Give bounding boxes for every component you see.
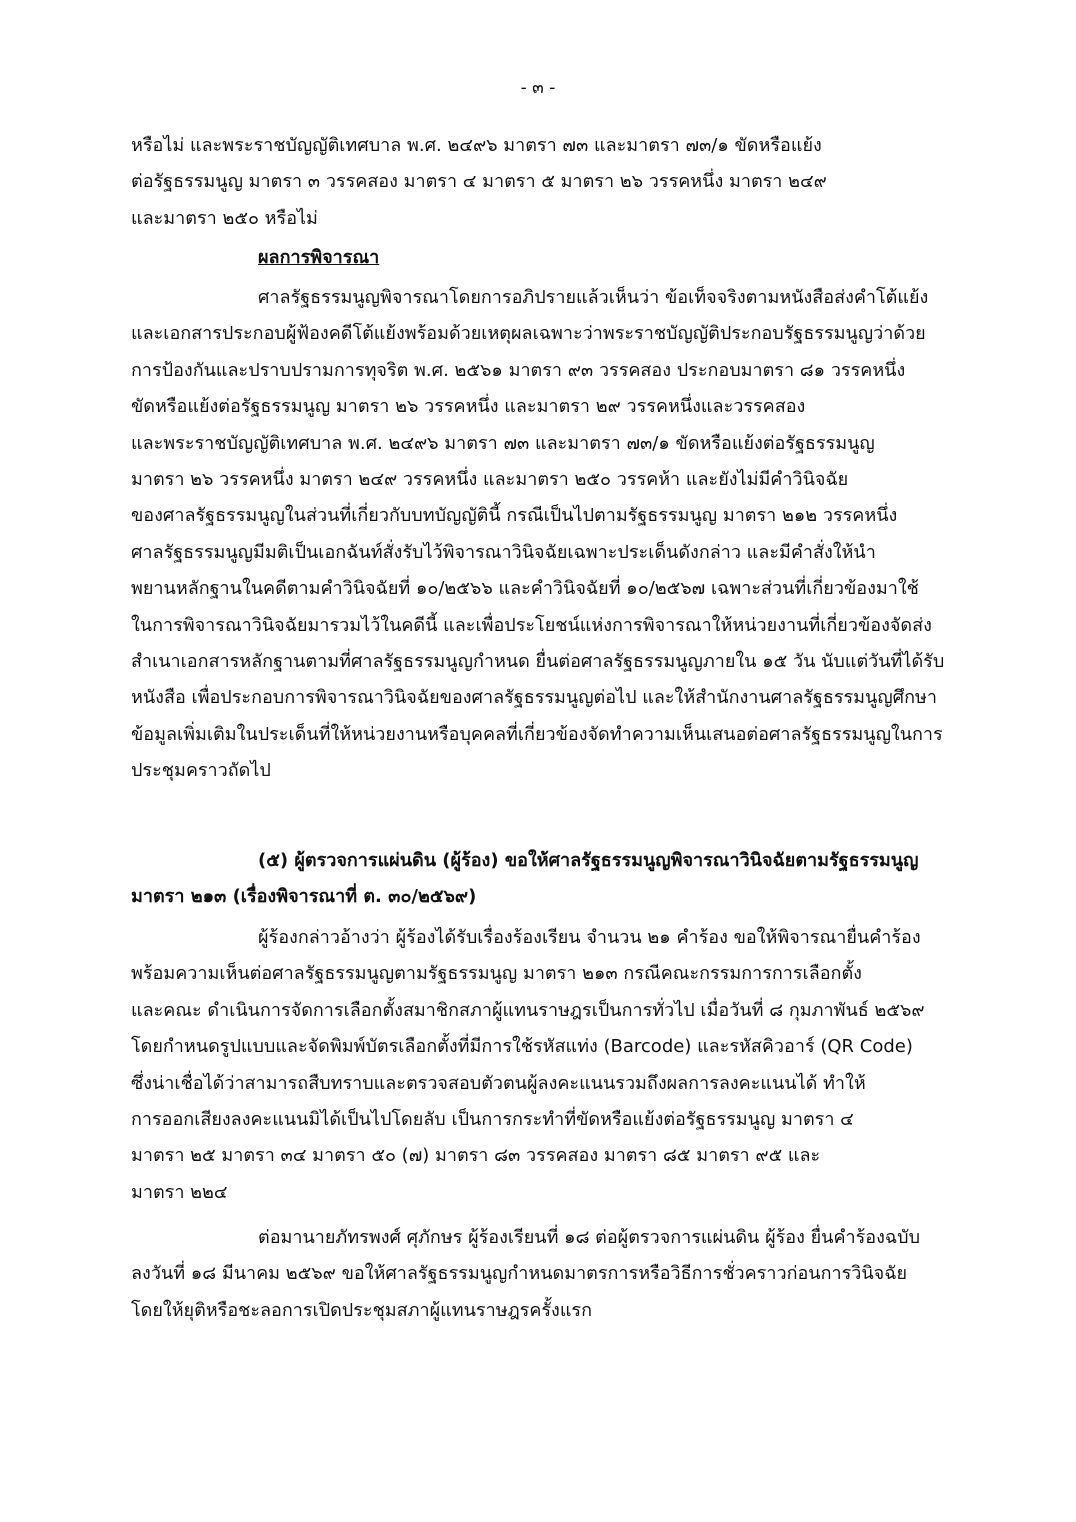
claim-line: และคณะ ดำเนินการจัดการเลือกตั้งสมาชิกสภาผู้แทนราษฎรเป็นการทั่วไป เมื่อวันที่ ๘ กุมภาพันธ์ ๒๕๖๙: [131, 999, 925, 1021]
result-line: ศาลรัฐธรรมนูญพิจารณาโดยการอภิปรายแล้วเห็นว่า ข้อเท็จจริงตามหนังสือส่งคำโต้แย้ง: [258, 287, 929, 308]
result-line: หนังสือ เพื่อประกอบการพิจารณาวินิจฉัยของศาลรัฐธรรมนูญต่อไป และให้สำนักงานศาลรัฐธรรมนูญศึกษา: [131, 687, 937, 709]
result-line: และพระราชบัญญัติเทศบาล พ.ศ. ๒๔๙๖ มาตรา ๗๓ และมาตรา ๗๓/๑ ขัดหรือแย้งต่อรัฐธรรมนูญ: [131, 432, 875, 454]
result-line: ข้อมูลเพิ่มเติมในประเด็นที่ให้หน่วยงานหรือบุคคลที่เกี่ยวข้องจัดทำความเห็นเสนอต่อศาลรัฐธรรมนูญในการ: [131, 723, 943, 745]
result-line: ขัดหรือแย้งต่อรัฐธรรมนูญ มาตรา ๒๖ วรรคหนึ่ง และมาตรา ๒๙ วรรคหนึ่งและวรรคสอง: [131, 396, 806, 418]
intro-line: และมาตรา ๒๕๐ หรือไม่: [131, 207, 318, 229]
followup-line: โดยให้ยุติหรือชะลอการเปิดประชุมสภาผู้แทนราษฎรครั้งแรก: [131, 1299, 592, 1321]
result-line: ประชุมคราวถัดไป: [131, 760, 271, 782]
case5-title-line: (๕) ผู้ตรวจการแผ่นดิน (ผู้ร้อง) ขอให้ศาลรัฐธรรมนูญพิจารณาวินิจฉัยตามรัฐธรรมนูญ: [258, 850, 919, 871]
intro-line: หรือไม่ และพระราชบัญญัติเทศบาล พ.ศ. ๒๔๙๖ มาตรา ๗๓ และมาตรา ๗๓/๑ ขัดหรือแย้ง: [131, 135, 822, 156]
followup-line: ลงวันที่ ๑๘ มีนาคม ๒๕๖๙ ขอให้ศาลรัฐธรรมนูญกำหนดมาตรการหรือวิธีการชั่วคราวก่อนการวินิจฉัย: [131, 1263, 908, 1285]
result-paragraph: [131, 280, 947, 789]
result-line: การป้องกันและปราบปรามการทุจริต พ.ศ. ๒๕๖๑ มาตรา ๙๓ วรรคสอง ประกอบมาตรา ๘๑ วรรคหนึ่ง: [131, 359, 906, 381]
intro-paragraph: [131, 128, 947, 237]
claim-line: มาตรา ๒๒๔: [131, 1181, 228, 1203]
page-number: - ๓ -: [520, 78, 556, 98]
case5-claim-paragraph: [131, 920, 947, 1211]
case5-title-line: มาตรา ๒๑๓ (เรื่องพิจารณาที่ ต. ๓๐/๒๕๖๙): [131, 886, 477, 908]
case5-followup-paragraph: [131, 1220, 947, 1329]
result-line: ของศาลรัฐธรรมนูญในส่วนที่เกี่ยวกับบทบัญญัตินี้ กรณีเป็นไปตามรัฐธรรมนูญ มาตรา ๒๑๒ วรรคหนึ่ง: [131, 505, 898, 527]
claim-line: โดยกำหนดรูปแบบและจัดพิมพ์บัตรเลือกตั้งที่มีการใช้รหัสแท่ง (Barcode) และรหัสคิวอาร์ (QR Code): [131, 1036, 913, 1058]
claim-line: ซึ่งน่าเชื่อได้ว่าสามารถสืบทราบและตรวจสอบตัวตนผู้ลงคะแนนรวมถึงผลการลงคะแนนได้ ทำให้: [131, 1072, 866, 1094]
result-line: สำเนาเอกสารหลักฐานตามที่ศาลรัฐธรรมนูญกำหนด ยื่นต่อศาลรัฐธรรมนูญภายใน ๑๕ วัน นับแต่วันที่ได้รับ: [131, 650, 945, 672]
result-line: ในการพิจารณาวินิจฉัยมารวมไว้ในคดีนี้ และเพื่อประโยชน์แห่งการพิจารณาให้หน่วยงานที่เกี่ยวข้องจัดส่ง: [131, 614, 932, 636]
result-line: พยานหลักฐานในคดีตามคำวินิจฉัยที่ ๑๐/๒๕๖๖ และคำวินิจฉัยที่ ๑๐/๒๕๖๗ เฉพาะส่วนที่เกี่ยวข้องมาใช้: [131, 578, 919, 600]
result-line: และเอกสารประกอบผู้ฟ้องคดีโต้แย้งพร้อมด้วยเหตุผลเฉพาะว่าพระราชบัญญัติประกอบรัฐธรรมนูญว่าด้วย: [131, 323, 926, 345]
intro-line: ต่อรัฐธรรมนูญ มาตรา ๓ วรรคสอง มาตรา ๔ มาตรา ๕ มาตรา ๒๖ วรรคหนึ่ง มาตรา ๒๔๙: [131, 171, 827, 193]
claim-line: มาตรา ๒๕ มาตรา ๓๔ มาตรา ๕๐ (๗) มาตรา ๘๓ วรรคสอง มาตรา ๘๕ มาตรา ๙๕ และ: [131, 1145, 821, 1167]
result-line: มาตรา ๒๖ วรรคหนึ่ง มาตรา ๒๔๙ วรรคหนึ่ง และมาตรา ๒๕๐ วรรคห้า และยังไม่มีคำวินิจฉัย: [131, 468, 849, 490]
claim-line: พร้อมความเห็นต่อศาลรัฐธรรมนูญตามรัฐธรรมนูญ มาตรา ๒๑๓ กรณีคณะกรรมการการเลือกตั้ง: [131, 963, 862, 985]
followup-line: ต่อมานายภัทรพงศ์ ศุภักษร ผู้ร้องเรียนที่ ๑๘ ต่อผู้ตรวจการแผ่นดิน ผู้ร้อง ยื่นคำร้องฉบับ: [258, 1227, 921, 1248]
case5-title: [131, 843, 947, 916]
claim-line: ผู้ร้องกล่าวอ้างว่า ผู้ร้องได้รับเรื่องร้องเรียน จำนวน ๒๑ คำร้อง ขอให้พิจารณายื่นคำร้อง: [258, 927, 921, 948]
result-line: ศาลรัฐธรรมนูญมีมติเป็นเอกฉันท์สั่งรับไว้พิจารณาวินิจฉัยเฉพาะประเด็นดังกล่าว และมีคำสั่งให้นำ: [131, 541, 876, 563]
claim-line: การออกเสียงลงคะแนนมิได้เป็นไปโดยลับ เป็นการกระทำที่ขัดหรือแย้งต่อรัฐธรรมนูญ มาตรา ๔: [131, 1108, 854, 1130]
result-heading: ผลการพิจารณา: [258, 247, 380, 268]
